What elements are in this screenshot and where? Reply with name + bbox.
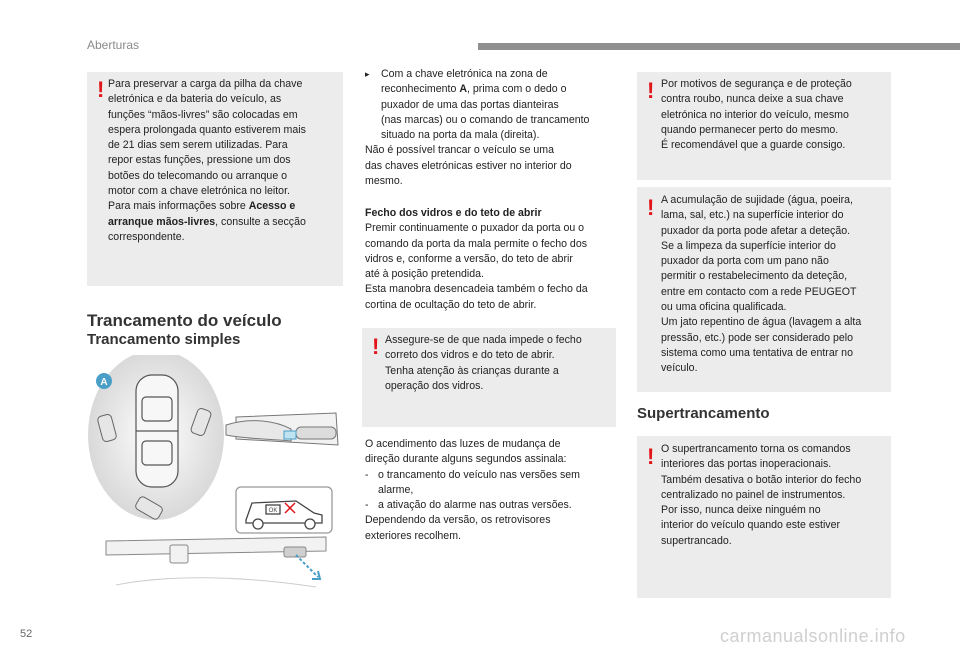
note-line: interiores das portas inoperacionais. [661,458,832,471]
note-line: supertrancado. [661,534,732,547]
cross-reference-bold: arranque mãos-livres [108,215,216,228]
windows-line: Esta manobra desencadeia também o fecho da [365,283,588,296]
note-line: permitir o restabelecimento da deteção, [661,270,848,283]
para-line: O acendimento das luzes de mudança de [365,438,561,450]
car-top-view [136,375,178,487]
dash-icon: - [365,499,369,512]
section-title: Aberturas [87,38,140,52]
note-line: contra roubo, nunca deixe a sua chave [661,93,844,106]
warning-icon: ! [647,195,655,220]
list-item-text: alarme, [378,483,414,496]
note-line [108,199,340,214]
note-line: Por isso, nunca deixe ninguém no [661,504,821,517]
windows-line: comando da porta da mala permite o fecho dos [365,237,588,250]
para-line: exteriores recolhem. [365,529,461,542]
list-item [365,498,620,513]
svg-text:A: A [100,377,108,388]
zone-label: A [459,83,467,96]
note-line: interior do veículo quando este estiver [661,519,841,532]
dirt-note-text [661,193,889,377]
para-line: Não é possível trancar o veículo se uma [365,144,555,157]
note-line: correspondente. [108,230,185,243]
note-line: puxador da porta pode afetar a deteção. [661,224,851,237]
windows-line: cortina de ocultação do teto de abrir. [365,298,537,311]
locking-illustration [86,355,346,605]
para-line: direção durante alguns segundos assinala: [365,453,567,466]
step-line [365,82,620,97]
note-line: funções “mãos-livres” são colocadas em [108,108,298,121]
step-text: Com a chave eletrónica na zona de [381,68,548,80]
note-line: Para preservar a carga da pilha da chave [108,78,303,90]
zone-a-badge [96,373,112,389]
note-line: Assegure-se de que nada impede o fecho [385,334,582,346]
list-item-text: a ativação do alarme nas outras versões. [378,499,572,512]
note-line: operação dos vidros. [385,379,484,392]
indicator-list [365,468,620,514]
arrow-icon: ▸ [365,69,370,79]
cross-reference-bold: Acesso e [248,200,296,213]
supertrancamento-note-box [637,436,891,598]
note-line: Por motivos de segurança e de proteção [661,78,852,90]
windows-line: até à posição pretendida. [365,268,484,281]
note-line: eletrónica no interior do veículo, mesmo [661,108,849,121]
warning-icon: ! [647,444,655,469]
note-line: O supertrancamento torna os comandos [661,443,851,455]
security-note-box [637,72,891,180]
step-text: reconhecimento [381,83,460,96]
note-line: espera prolongada quanto estiverem mais [108,123,306,136]
step-text: , prima com o dedo o [466,83,567,96]
note-line: ou uma oficina qualificada. [661,301,787,314]
note-line: veículo. [661,362,698,375]
windows-title: Fecho dos vidros e do teto de abrir [365,207,542,219]
note-line: de 21 dias sem serem utilizadas. Para [108,139,288,152]
note-line: puxador da porta com um pano não [661,255,829,268]
note-line: A acumulação de sujidade (água, poeira, [661,194,853,206]
battery-note-box [87,72,343,286]
list-item [365,468,620,499]
note-line: quando permanecer perto do mesmo. [661,123,839,136]
windows-note-box [362,328,616,427]
header-bar [478,43,960,50]
para-line: Dependendo da versão, os retrovisores [365,514,551,527]
list-item-text: o trancamento do veículo nas versões sem [378,468,580,481]
dirt-note-box [637,187,891,392]
note-line: centralizado no painel de instrumentos. [661,488,846,501]
supertrancamento-note-text [661,442,889,549]
step-line [365,67,620,82]
note-line: pressão, etc.) pode ser considerado pelo [661,331,853,344]
note-line: Um jato repentino de água (lavagem a alta [661,316,862,329]
security-note-text [661,77,889,153]
step-line: (nas marcas) ou o comando de trancamento [381,113,590,126]
note-line-tail: , consulte a secção [215,215,306,228]
unlock-step [365,67,620,189]
svg-text:OK: OK [268,508,278,514]
note-line: Tenha atenção às crianças durante a [385,364,559,377]
door-handle-hand [226,413,338,445]
step-line: puxador de uma das portas dianteiras [381,98,559,111]
note-line: repor estas funções, pressione um dos [108,154,291,167]
note-line: entre em contacto com a rede PEUGEOT [661,285,857,298]
note-line: correto dos vidros e do teto de abrir. [385,349,555,362]
watermark-link[interactable]: carmanualsonline.info [720,626,906,646]
subsection-heading: Trancamento simples [87,331,241,348]
note-line-start: Para mais informações sobre [108,200,249,213]
para-line: das chaves eletrónicas estiver no interior do [365,159,572,172]
indicators-section [365,437,620,544]
dash-icon: - [365,468,369,481]
note-line: sistema como uma tentativa de entrar no [661,346,853,359]
windows-note-text [385,333,613,394]
note-line [108,215,340,230]
warning-icon: ! [372,334,380,359]
note-line: Se a limpeza da superfície interior do [661,239,836,252]
tailgate-handle [106,537,326,587]
para-line: mesmo. [365,175,403,188]
note-line: Também desativa o botão interior do fecho [661,473,862,486]
note-line: eletrónica e da bateria do veículo, as [108,93,282,106]
windows-closing-section [365,206,620,313]
note-line: motor com a chave eletrónica no leitor. [108,185,290,198]
warning-icon: ! [647,78,655,103]
car-side-icon [236,487,332,533]
supertrancamento-heading: Supertrancamento [637,405,770,422]
note-line: É recomendável que a guarde consigo. [661,139,846,152]
note-line: lama, sal, etc.) na superfície interior do [661,209,844,222]
note-line: botões do telecomando ou arranque o [108,169,288,182]
windows-line: Premir continuamente o puxador da porta ou o [365,222,585,235]
page-number: 52 [20,628,33,640]
section-heading: Trancamento do veículo [87,311,282,330]
battery-note-text [108,77,340,245]
windows-line: vidros e, conforme a versão, do teto de abrir [365,252,573,265]
step-line: situado na porta da mala (direita). [381,129,540,142]
warning-icon: ! [97,77,105,102]
